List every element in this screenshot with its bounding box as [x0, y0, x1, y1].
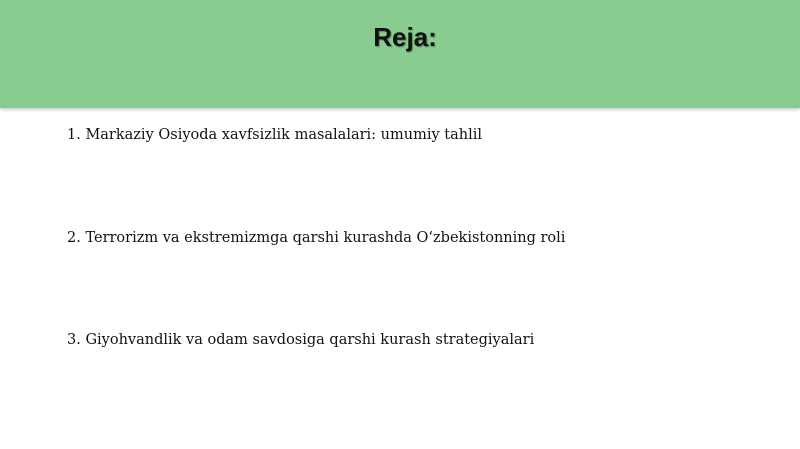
slide-title: Reja: [373, 22, 437, 52]
title-banner [0, 0, 800, 108]
plan-item-3: 3. Giyohvandlik va odam savdosiga qarshi kurash strategiyalari [67, 332, 535, 348]
plan-item-2: 2. Terrorizm va ekstremizmga qarshi kurashda O‘zbekistonning roli [67, 230, 566, 246]
plan-item-1: 1. Markaziy Osiyoda xavfsizlik masalalari: umumiy tahlil [67, 127, 483, 143]
